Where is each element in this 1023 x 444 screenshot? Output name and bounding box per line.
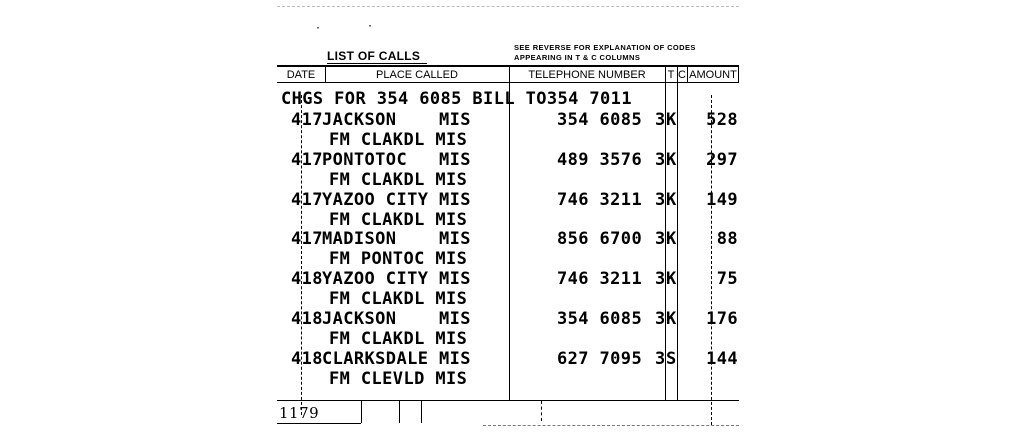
call-amount: 75	[716, 269, 738, 290]
call-list-form	[277, 0, 739, 444]
call-date: 417	[291, 229, 323, 250]
call-amount: 144	[706, 348, 738, 369]
call-amount: 88	[716, 229, 738, 250]
title-underline	[327, 63, 427, 64]
call-place: CLARKSDALE MIS	[322, 348, 471, 369]
call-place: YAZOO CITY MIS	[322, 269, 471, 290]
footer-number-underline	[277, 423, 361, 424]
call-from: FM CLAKDL MIS	[329, 209, 468, 230]
call-phone: 627 7095	[557, 348, 643, 369]
codes-note-line1: SEE REVERSE FOR EXPLANATION OF CODES	[514, 43, 696, 52]
call-place: YAZOO CITY MIS	[322, 189, 471, 210]
call-type-c: K	[666, 269, 677, 290]
call-amount: 149	[706, 189, 738, 210]
form-title: LIST OF CALLS	[327, 49, 421, 63]
call-date: 417	[291, 149, 323, 170]
call-phone: 746 3211	[557, 189, 643, 210]
col-divider	[687, 65, 688, 83]
col-divider	[325, 65, 326, 83]
call-type-t: 3	[655, 348, 666, 369]
call-type-c: K	[666, 229, 677, 250]
call-place: JACKSON MIS	[322, 110, 471, 130]
footer-box-divider	[399, 401, 400, 423]
call-type-t: 3	[655, 110, 666, 130]
speck-mark: ·	[315, 23, 322, 34]
amount-dash-guide	[711, 95, 712, 425]
call-type-t: 3	[655, 229, 666, 250]
call-date: 417	[291, 110, 323, 130]
top-edge-dots	[277, 6, 739, 7]
codes-note-line2: APPEARING IN T & C COLUMNS	[514, 53, 641, 62]
call-amount: 297	[706, 149, 738, 170]
call-phone: 354 6085	[557, 110, 643, 130]
footer-box-divider	[361, 401, 362, 423]
call-from: FM CLEVLD MIS	[329, 368, 468, 389]
col-c-header: C	[678, 69, 686, 81]
call-phone: 489 3576	[557, 149, 643, 170]
call-amount: 176	[706, 309, 738, 329]
col-telephone-header: TELEPHONE NUMBER	[528, 69, 646, 81]
col-divider	[509, 65, 510, 400]
call-phone: 856 6700	[557, 229, 643, 250]
call-type-c: S	[666, 348, 677, 369]
call-date: 418	[291, 348, 323, 369]
call-type-t: 3	[655, 309, 666, 329]
call-type-c: K	[666, 189, 677, 210]
col-t-header: T	[667, 69, 675, 81]
call-place: PONTOTOC MIS	[322, 149, 471, 170]
call-date: 418	[291, 309, 323, 329]
col-date-header: DATE	[286, 69, 316, 81]
footer-dash-divider	[541, 401, 542, 421]
col-place-header: PLACE CALLED	[376, 69, 458, 81]
codes-note	[514, 43, 739, 63]
footer-number: 1179	[279, 404, 320, 422]
call-from: FM CLAKDL MIS	[329, 130, 468, 150]
footer-dashed-rule	[483, 425, 739, 426]
charges-line: CHGS FOR 354 6085 BILL TO354 7011	[281, 89, 632, 109]
call-phone: 354 6085	[557, 309, 643, 329]
speck-mark: ·	[367, 21, 374, 32]
call-type-c: K	[666, 149, 677, 170]
footer-box-divider	[421, 401, 422, 423]
call-from: FM CLAKDL MIS	[329, 169, 468, 190]
call-from: FM CLAKDL MIS	[329, 289, 468, 310]
call-type-t: 3	[655, 189, 666, 210]
call-phone: 746 3211	[557, 269, 643, 290]
col-divider	[677, 65, 678, 400]
call-type-c: K	[666, 309, 677, 329]
call-type-t: 3	[655, 149, 666, 170]
call-place: MADISON MIS	[322, 229, 471, 250]
call-type-c: K	[666, 110, 677, 130]
call-amount: 528	[706, 110, 738, 130]
call-from: FM PONTOC MIS	[329, 249, 468, 270]
call-date: 418	[291, 269, 323, 290]
call-type-t: 3	[655, 269, 666, 290]
call-from: FM CLAKDL MIS	[329, 329, 468, 349]
bottom-rule	[277, 400, 739, 401]
col-amount-header: AMOUNT	[689, 69, 737, 81]
call-date: 417	[291, 189, 323, 210]
column-header-row	[277, 65, 739, 83]
call-place: JACKSON MIS	[322, 309, 471, 329]
col-divider	[738, 65, 739, 83]
